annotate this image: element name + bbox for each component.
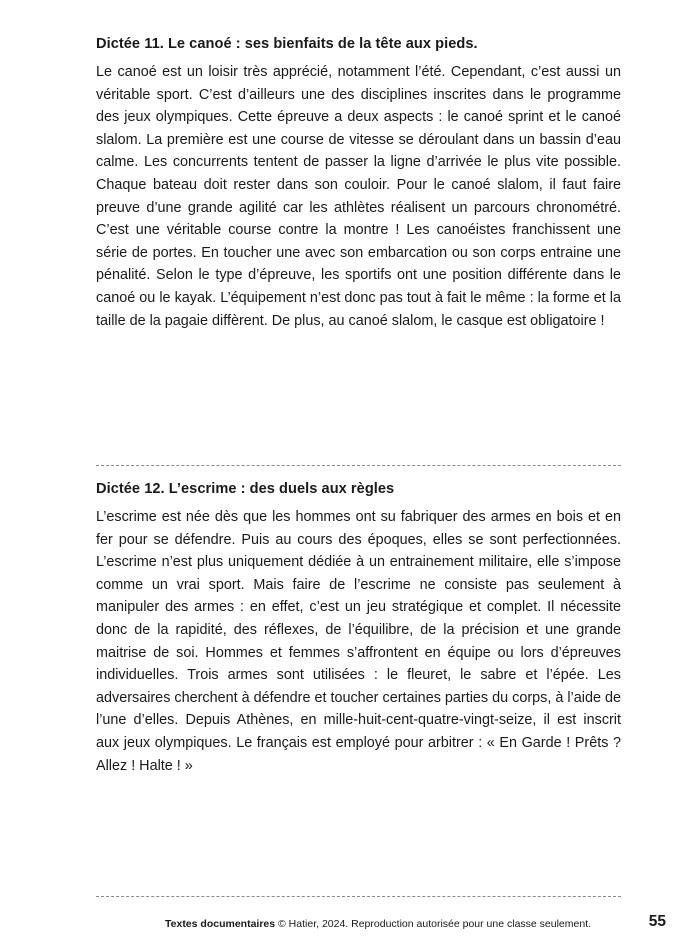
footer-credit bbox=[165, 918, 591, 930]
footer-copyright: © Hatier, 2024. Reproduction autorisée pour une classe seulement. bbox=[275, 918, 592, 930]
dashed-separator bbox=[96, 465, 621, 466]
dictation-11 bbox=[96, 33, 621, 332]
dictation-12-title: Dictée 12. L’escrime : des duels aux règles bbox=[96, 481, 395, 497]
footer-label: Textes documentaires bbox=[165, 918, 276, 930]
page-footer bbox=[0, 915, 700, 935]
dictation-12 bbox=[96, 478, 621, 777]
dictation-11-title: Dictée 11. Le canoé : ses bienfaits de la tête aux pieds. bbox=[96, 36, 478, 52]
dictation-11-text: Le canoé est un loisir très apprécié, notamment l’été. Cependant, c’est aussi un véritable sport. C’est d’ailleurs une des disciplines inscrites dans le programme des jeux olympiques. Cette épreuve a deux aspects : le canoé sprint et le canoé slalom. La première est une course de vitesse se déroulant dans un bassin d’eau calme. Les concurrents tentent de passer la ligne d’arrivée le plus vite possible. Chaque bateau doit rester dans son couloir. Pour le canoé slalom, il faut faire preuve d’une grande agilité car les athlètes réalisent un parcours chronométré. C’est une véritable course contre la montre ! Les canoéistes franchissent une série de portes. En toucher une avec son embarcation ou son corps entraine une pénalité. Selon le type d’épreuve, les sportifs ont une position différente dans le canoé ou le kayak. L’équipement n’est donc pas tout à fait le même : la forme et la taille de la pagaie diffèrent. De plus, au canoé slalom, le casque est obligatoire ! bbox=[96, 64, 621, 329]
dictation-12-text: L’escrime est née dès que les hommes ont su fabriquer des armes en bois et en fer pour se défendre. Puis au cours des époques, elles se sont perfectionnées. L’escrime n’est plus uniquement dédiée à un entrainement militaire, elle s’impose comme un vrai sport. Mais faire de l’escrime ne consiste pas seulement à manipuler des armes : en effet, c’est un jeu stratégique et complet. Il nécessite donc de la rapidité, des réflexes, de l’équilibre, de la précision et une grande maitrise de soi. Hommes et femmes s’affrontent en équipe ou lors d’épreuves individuelles. Trois armes sont utilisées : le fleuret, le sabre et l’épée. Les adversaires cherchent à défendre et toucher certaines parties du corps, à l’aide de l’une d’elles. Depuis Athènes, en mille-huit-cent-quatre-vingt-seize, il est inscrit aux jeux olympiques. Le français est employé pour arbitrer : « En Garde ! Prêts ? Allez ! Halte ! » bbox=[96, 509, 621, 774]
dashed-separator bbox=[96, 896, 621, 897]
page-number: 55 bbox=[648, 913, 666, 930]
